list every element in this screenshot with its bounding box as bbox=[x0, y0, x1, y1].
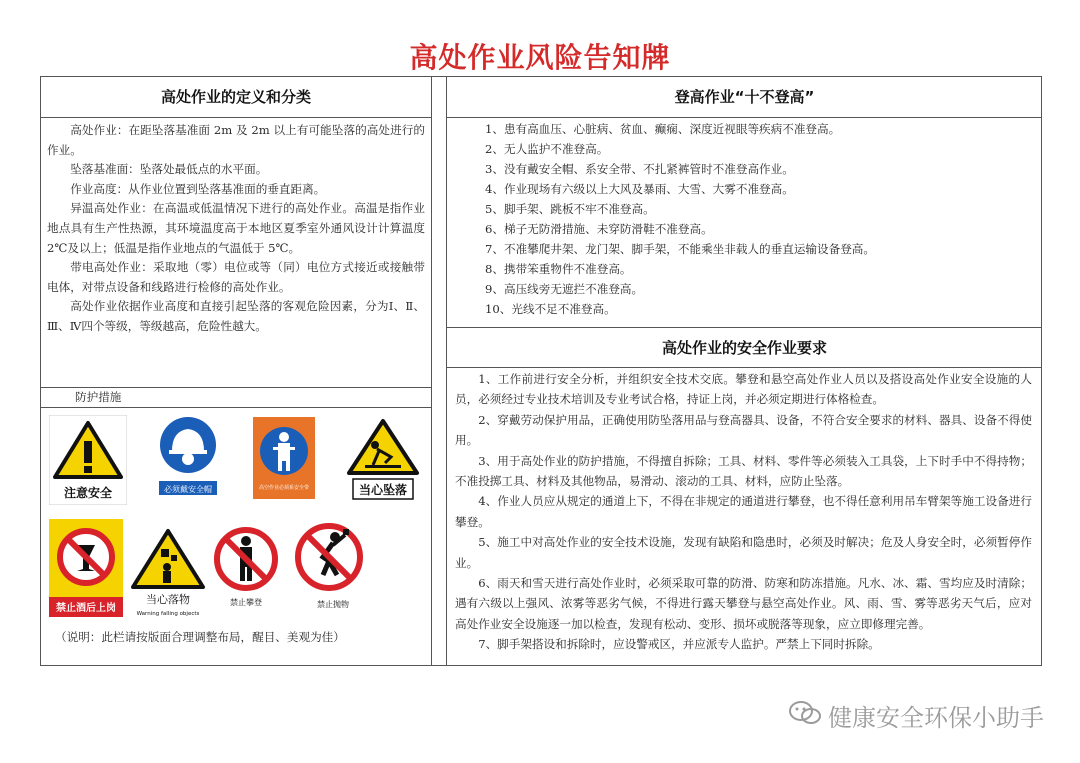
page-title: 高处作业风险告知牌 bbox=[409, 41, 671, 74]
wear-harness-icon bbox=[253, 417, 315, 499]
sign-subcaption: Warning falling objects bbox=[136, 611, 200, 617]
no-climbing-icon bbox=[213, 521, 279, 617]
requirement-paragraph: 5、施工中对高处作业的安全技术设施，发现有缺陷和隐患时，必须及时解决；危及人身安全时，必须暂停作业。 bbox=[455, 535, 1032, 570]
definition-body bbox=[47, 121, 437, 337]
sign-caption: 禁止酒后上岗 bbox=[56, 603, 116, 614]
requirement-paragraph: 7、脚手架搭设和拆除时，应设警戒区，并应派专人监护。严禁上下同时拆除。 bbox=[478, 637, 880, 652]
definition-header: 高处作业的定义和分类 bbox=[160, 88, 311, 106]
fall-hazard-icon bbox=[345, 417, 421, 503]
definition-paragraph: 高处作业：在距坠落基准面 2m 及 2m 以上有可能坠落的高处进行的作业。 bbox=[47, 123, 425, 157]
sign-caption: 禁止攀登 bbox=[230, 598, 262, 607]
requirements-header: 高处作业的安全作业要求 bbox=[661, 339, 827, 357]
sign-no-alcohol bbox=[49, 519, 123, 617]
ten-rules-list bbox=[485, 119, 1032, 319]
watermark bbox=[788, 698, 1044, 733]
falling-objects-icon bbox=[127, 527, 209, 619]
wechat-icon bbox=[788, 700, 822, 732]
requirement-paragraph: 6、雨天和雪天进行高处作业时，必须采取可靠的防滑、防寒和防冻措施。凡水、冰、霜、雪均应及时清除；遇有六级以上强风、浓雾等恶劣气候，不得进行露天攀登与悬空高处作业。风、雨、雪、雾等恶劣天气后，应对高处作业安全设施逐一加以检查，发现有松动、变形、损坏或脱落等现象，应立即修理完善。 bbox=[455, 576, 1032, 631]
sign-caption: 当心落物 bbox=[146, 593, 190, 606]
protection-label: 防护措施 bbox=[75, 390, 122, 404]
list-item: 5、脚手架、跳板不牢不准登高。 bbox=[485, 202, 655, 216]
list-item: 4、作业现场有六级以上大风及暴雨、大雪、大雾不准登高。 bbox=[485, 182, 794, 196]
definition-paragraph: 高处作业依据作业高度和直接引起坠落的客观危险因素，分为Ⅰ、Ⅱ、Ⅲ、Ⅳ四个等级，等级越高，危险性越大。 bbox=[47, 299, 425, 333]
no-throwing-icon bbox=[293, 517, 365, 617]
requirements-body bbox=[455, 369, 1032, 655]
list-item: 7、不准攀爬井架、龙门架、脚手架，不能乘坐非载人的垂直运输设备登高。 bbox=[485, 242, 875, 256]
layout-note: （说明：此栏请按版面合理调整布局，醒目、美观为佳） bbox=[55, 630, 345, 644]
list-item: 3、没有戴安全帽、系安全带、不扎紧裤管时不准登高作业。 bbox=[485, 162, 794, 176]
list-item: 6、梯子无防滑措施、未穿防滑鞋不准登高。 bbox=[485, 222, 713, 236]
no-alcohol-icon bbox=[49, 519, 123, 617]
definition-paragraph: 坠落基准面：坠落处最低点的水平面。 bbox=[70, 162, 268, 177]
sign-fall-hazard bbox=[345, 417, 421, 503]
sign-no-throwing bbox=[293, 517, 365, 617]
notice-table bbox=[40, 76, 1042, 666]
requirement-paragraph: 3、用于高处作业的防护措施，不得擅自拆除；工具、材料、零件等必须装入工具袋，上下时手中不得持物；不准投掷工具、材料及其他物品，易滑动、滚动的工具、材料，应防止坠落。 bbox=[455, 453, 1032, 489]
wear-helmet-icon bbox=[157, 415, 219, 497]
definition-paragraph: 异温高处作业：在高温或低温情况下进行的高处作业。高温是指作业地点具有生产性热源，其环境温度高于本地区夏季室外通风设计计算温度 2℃及以上；低温是指作业地点的气温低于 5℃。 bbox=[47, 201, 437, 255]
warning-exclamation-icon bbox=[49, 415, 127, 505]
definition-paragraph: 带电高处作业：采取地（零）电位或等（同）电位方式接近或接触带电体，对带点设备和线路进行检修的高处作业。 bbox=[47, 260, 425, 294]
sign-caption: 注意安全 bbox=[63, 486, 113, 500]
sign-caption: 禁止抛物 bbox=[317, 600, 349, 609]
sign-caption: 当心坠落 bbox=[358, 483, 408, 497]
requirement-paragraph: 4、作业人员应从规定的通道上下，不得在非规定的通道进行攀登，也不得任意利用吊车臂架等施工设备进行攀登。 bbox=[455, 494, 1032, 529]
left-column bbox=[41, 77, 437, 665]
sign-no-climbing bbox=[213, 521, 279, 617]
column-gap bbox=[431, 77, 446, 665]
list-item: 10、光线不足不准登高。 bbox=[485, 302, 616, 316]
list-item: 8、携带笨重物件不准登高。 bbox=[485, 262, 632, 276]
ten-rules-header: 登高作业“十不登高” bbox=[674, 88, 815, 106]
sign-wear-harness bbox=[253, 417, 315, 499]
sign-wear-helmet bbox=[157, 415, 219, 497]
requirement-paragraph: 2、穿戴劳动保护用品，正确使用防坠落用品与登高器具、设备，不符合安全要求的材料、器具、设备不得使用。 bbox=[455, 412, 1032, 448]
list-item: 2、无人监护不准登高。 bbox=[485, 142, 609, 156]
sign-caption: 高空作业必须系安全带 bbox=[258, 485, 310, 491]
sign-caption: 必须戴安全帽 bbox=[164, 485, 212, 494]
sign-caution-safety bbox=[49, 415, 127, 505]
list-item: 9、高压线旁无遮拦不准登高。 bbox=[485, 282, 644, 296]
requirement-paragraph: 1、工作前进行安全分析，并组织安全技术交底。攀登和悬空高处作业人员以及搭设高处作业安全设施的人员，必须经过专业技术培训及专业考试合格，持证上岗，并必须定期进行体格检查。 bbox=[455, 372, 1032, 407]
right-column bbox=[446, 77, 1042, 665]
sign-falling-objects bbox=[127, 527, 209, 619]
watermark-text: 健康安全环保小助手 bbox=[828, 704, 1044, 732]
definition-paragraph: 作业高度：从作业位置到坠落基准面的垂直距离。 bbox=[70, 181, 326, 196]
list-item: 1、患有高血压、心脏病、贫血、癫痫、深度近视眼等疾病不准登高。 bbox=[485, 122, 841, 136]
